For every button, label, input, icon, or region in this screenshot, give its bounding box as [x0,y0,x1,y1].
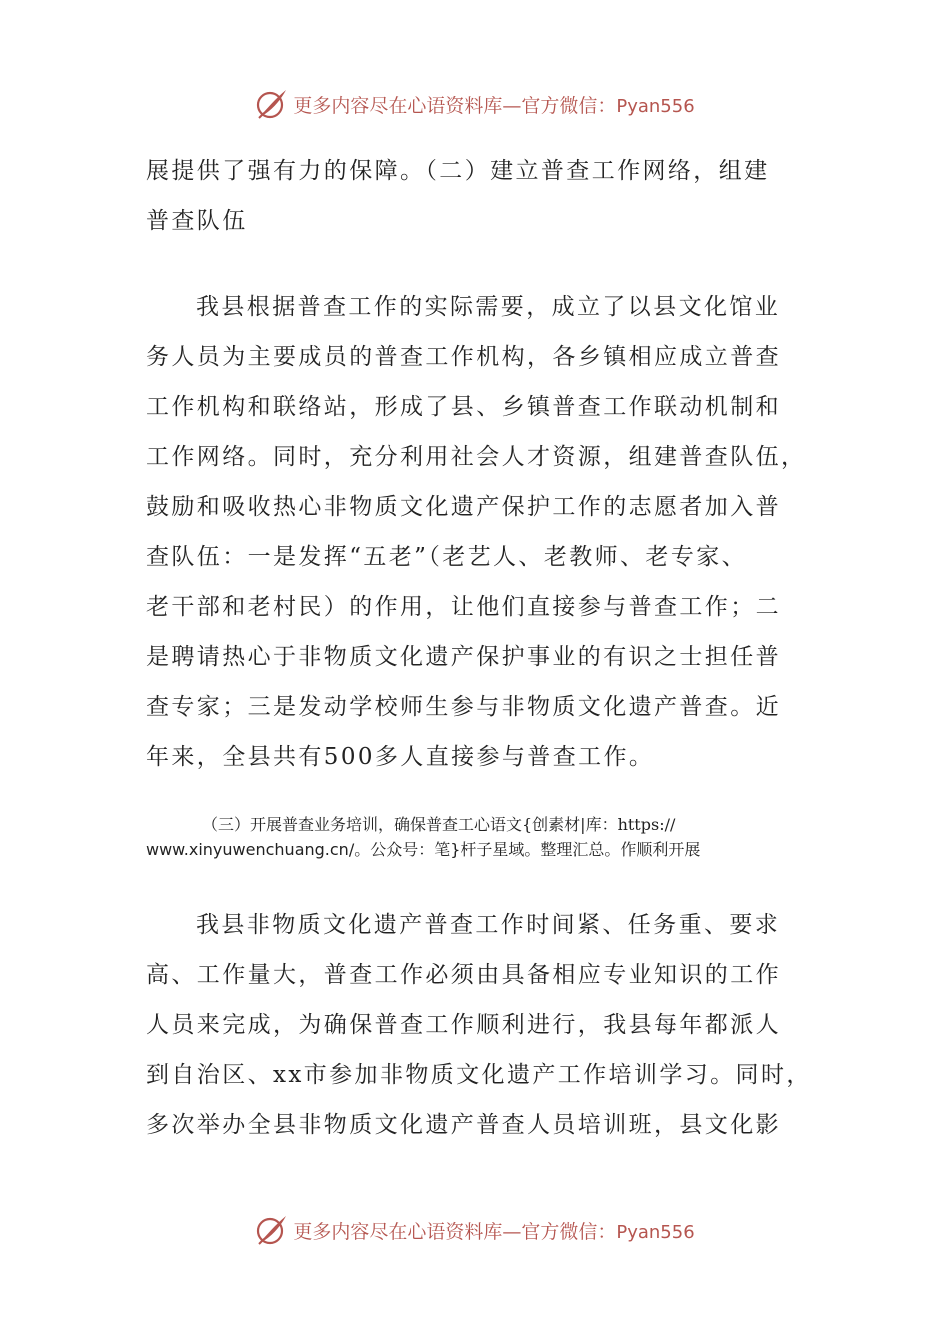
paragraph-3-line: 多次举办全县非物质文化遗产普查人员培训班，县文化影 [146,1112,781,1138]
paragraph-2-line: 我县根据普查工作的实际需要，成立了以县文化馆业 [196,294,781,320]
paragraph-3-line: 到自治区、xx市参加非物质文化遗产工作培训学习。同时， [146,1062,812,1088]
paragraph-3-line: 高、工作量大，普查工作必须由具备相应专业知识的工作 [146,962,781,988]
paragraph-2-line: 是聘请热心于非物质文化遗产保护事业的有识之士担任普 [146,644,781,670]
footer-banner [0,1208,950,1252]
paragraph-2-line: 工作机构和联络站，形成了县、乡镇普查工作联动机制和 [146,394,781,420]
paragraph-2-line: 查队伍：一是发挥“五老”（老艺人、老教师、老专家、 [146,544,748,570]
paragraph-1-line: 普查队伍 [146,208,248,234]
header-banner-text [293,91,694,118]
header-banner-title: 更多内容尽在心语资料库 [293,94,503,117]
footer-banner-title: 更多内容尽在心语资料库 [293,1220,503,1243]
paragraph-1-line: 展提供了强有力的保障。（二）建立普查工作网络，组建 [146,158,770,184]
footer-banner-label: 官方微信： [521,1220,617,1243]
header-banner-brand: Pyan556 [616,95,695,117]
header-banner-dash: — [502,94,522,117]
paragraph-2-line: 工作网络。同时，充分利用社会人才资源，组建普查队伍， [146,444,807,470]
source-note-line-2: www.xinyuwenchuang.cn/。公众号：笔}杆子星域。整理汇总。作顺利开展 [146,840,701,859]
paragraph-2-line: 鼓励和吸收热心非物质文化遗产保护工作的志愿者加入普 [146,494,781,520]
paragraph-1 [146,146,806,246]
source-note-line-1: （三）开展普查业务培训，确保普查工心语文{创素材|库：https:// [202,815,676,834]
paragraph-2-line: 务人员为主要成员的普查工作机构，各乡镇相应成立普查 [146,344,781,370]
source-note [146,812,806,862]
quill-logo-icon [255,1213,289,1247]
header-banner-label: 官方微信： [521,94,617,117]
paragraph-3 [146,900,812,1150]
paragraph-2-line: 年来，全县共有500多人直接参与普查工作。 [146,744,655,770]
header-banner [0,82,950,126]
paragraph-3-line: 我县非物质文化遗产普查工作时间紧、任务重、要求 [196,912,781,938]
paragraph-2 [146,282,806,782]
footer-banner-text [293,1217,694,1244]
footer-banner-brand: Pyan556 [616,1221,695,1243]
paragraph-2-line: 查专家；三是发动学校师生参与非物质文化遗产普查。近 [146,694,781,720]
paragraph-2-line: 老干部和老村民）的作用，让他们直接参与普查工作；二 [146,594,781,620]
footer-banner-dash: — [502,1220,522,1243]
quill-logo-icon [255,87,289,121]
paragraph-3-line: 人员来完成，为确保普查工作顺利进行，我县每年都派人 [146,1012,781,1038]
